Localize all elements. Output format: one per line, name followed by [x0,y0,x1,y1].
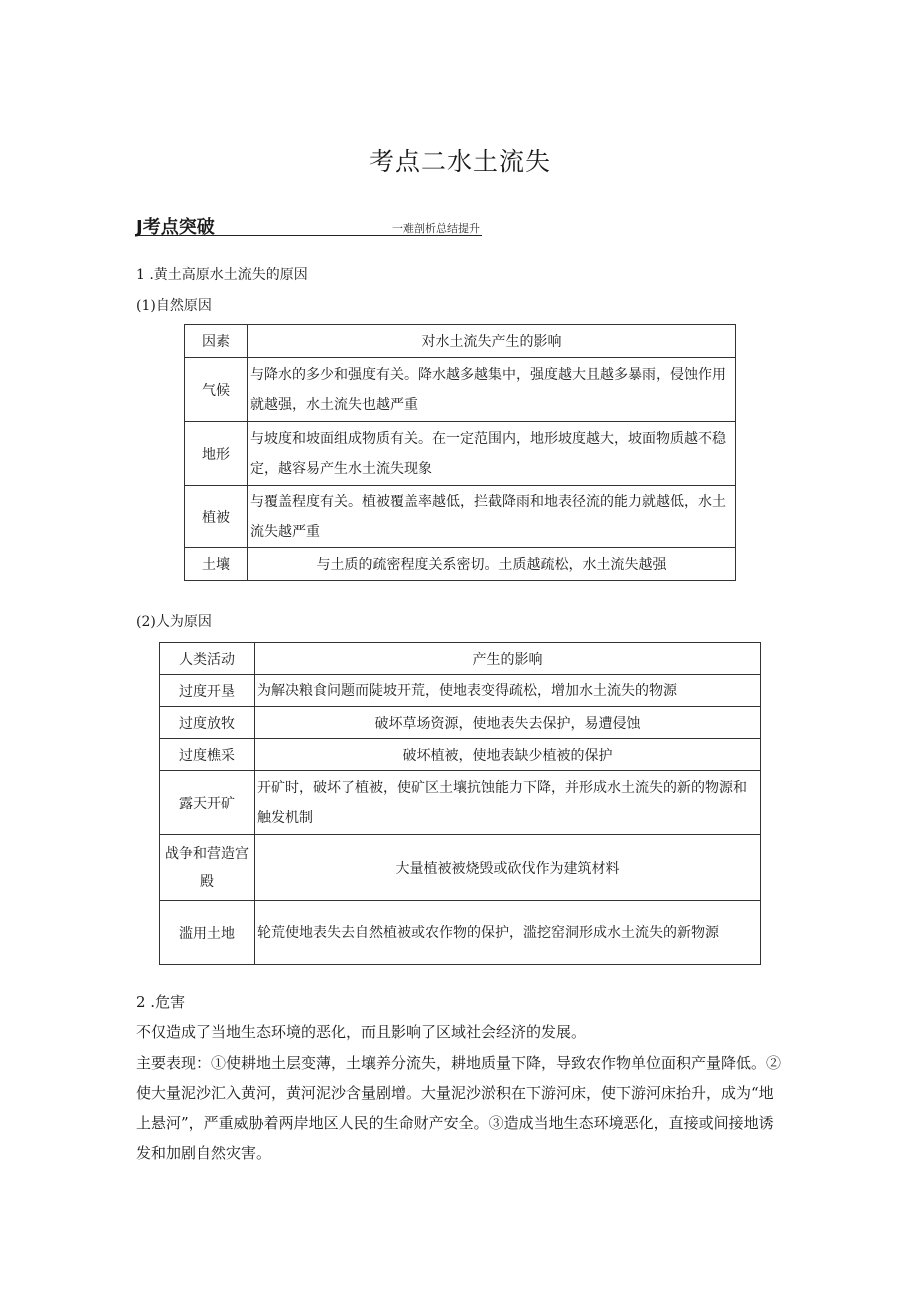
table-header-row [160,643,761,675]
table-row [160,835,761,901]
page-title: 考点二水土流失 [368,147,551,176]
human-causes-heading: (2)人为原因 [136,614,212,630]
effect-cell: 为解决粮食问题而陡坡开荒，使地表变得疏松，增加水土流失的物源 [255,675,761,707]
activity-cell: 战争和营造宫殿 [160,835,255,901]
factor-cell: 地形 [185,422,248,486]
header-factor: 因素 [185,325,248,358]
harm-intro-paragraph: 不仅造成了当地生态环境的恶化，而且影响了区域社会经济的发展。 [136,1023,587,1041]
header-effect: 产生的影响 [255,643,761,675]
table-row [160,901,761,965]
factor-cell: 植被 [185,486,248,548]
table-row [185,486,736,548]
effect-cell: 开矿时，破坏了植被，使矿区土壤抗蚀能力下降，并形成水土流失的新的物源和触发机制 [255,771,761,835]
natural-causes-table [184,324,736,581]
section-label: J考点突破 [136,217,215,238]
effect-cell: 轮荒使地表失去自然植被或农作物的保护，滥挖窑洞形成水土流失的新物源 [255,901,761,965]
activity-cell: 过度樵采 [160,739,255,771]
effect-cell: 大量植被被烧毁或砍伐作为建筑材料 [255,835,761,901]
table-row [185,422,736,486]
effect-cell: 破坏草场资源，使地表失去保护，易遭侵蚀 [255,707,761,739]
effect-cell: 与坡度和坡面组成物质有关。在一定范围内，地形坡度越大，坡面物质越不稳定，越容易产生水土流失现象 [248,422,736,486]
effect-cell: 与覆盖程度有关。植被覆盖率越低，拦截降雨和地表径流的能力就越低，水土流失越严重 [248,486,736,548]
activity-cell: 过度放牧 [160,707,255,739]
item2-heading: 2 .危害 [136,993,186,1011]
table-row [160,675,761,707]
human-causes-table [159,642,761,965]
header-effect: 对水土流失产生的影响 [248,325,736,358]
activity-cell: 露天开矿 [160,771,255,835]
harm-details-paragraph: 主要表现：①使耕地土层变薄，土壤养分流失，耕地质量下降，导致农作物单位面积产量降低。②使大量泥沙汇入黄河，黄河泥沙含量剧增。大量泥沙淤积在下游河床，使下游河床抬升，成为“地上悬河”，严重威胁着两岸地区人民的生命财产安全。③造成当地生态环境恶化，直接或间接地诱发和加剧自然灾害。 [136,1054,782,1162]
effect-cell: 破坏植被，使地表缺少植被的保护 [255,739,761,771]
effect-cell: 与降水的多少和强度有关。降水越多越集中，强度越大且越多暴雨，侵蚀作用就越强，水土流失也越严重 [248,358,736,422]
effect-cell: 与土质的疏密程度关系密切。土质越疏松，水土流失越强 [248,548,736,581]
table-row [185,358,736,422]
activity-cell: 滥用土地 [160,901,255,965]
natural-causes-heading: (1)自然原因 [136,298,212,314]
section-sub-label: 一难剖析总结提升 [392,222,480,235]
table-row [160,739,761,771]
factor-cell: 气候 [185,358,248,422]
table-header-row [185,325,736,358]
table-row [160,707,761,739]
item1-heading: 1 .黄土高原水土流失的原因 [136,267,308,283]
activity-cell: 过度开垦 [160,675,255,707]
table-row [185,548,736,581]
header-activity: 人类活动 [160,643,255,675]
factor-cell: 土壤 [185,548,248,581]
section-header [136,213,482,236]
table-row [160,771,761,835]
